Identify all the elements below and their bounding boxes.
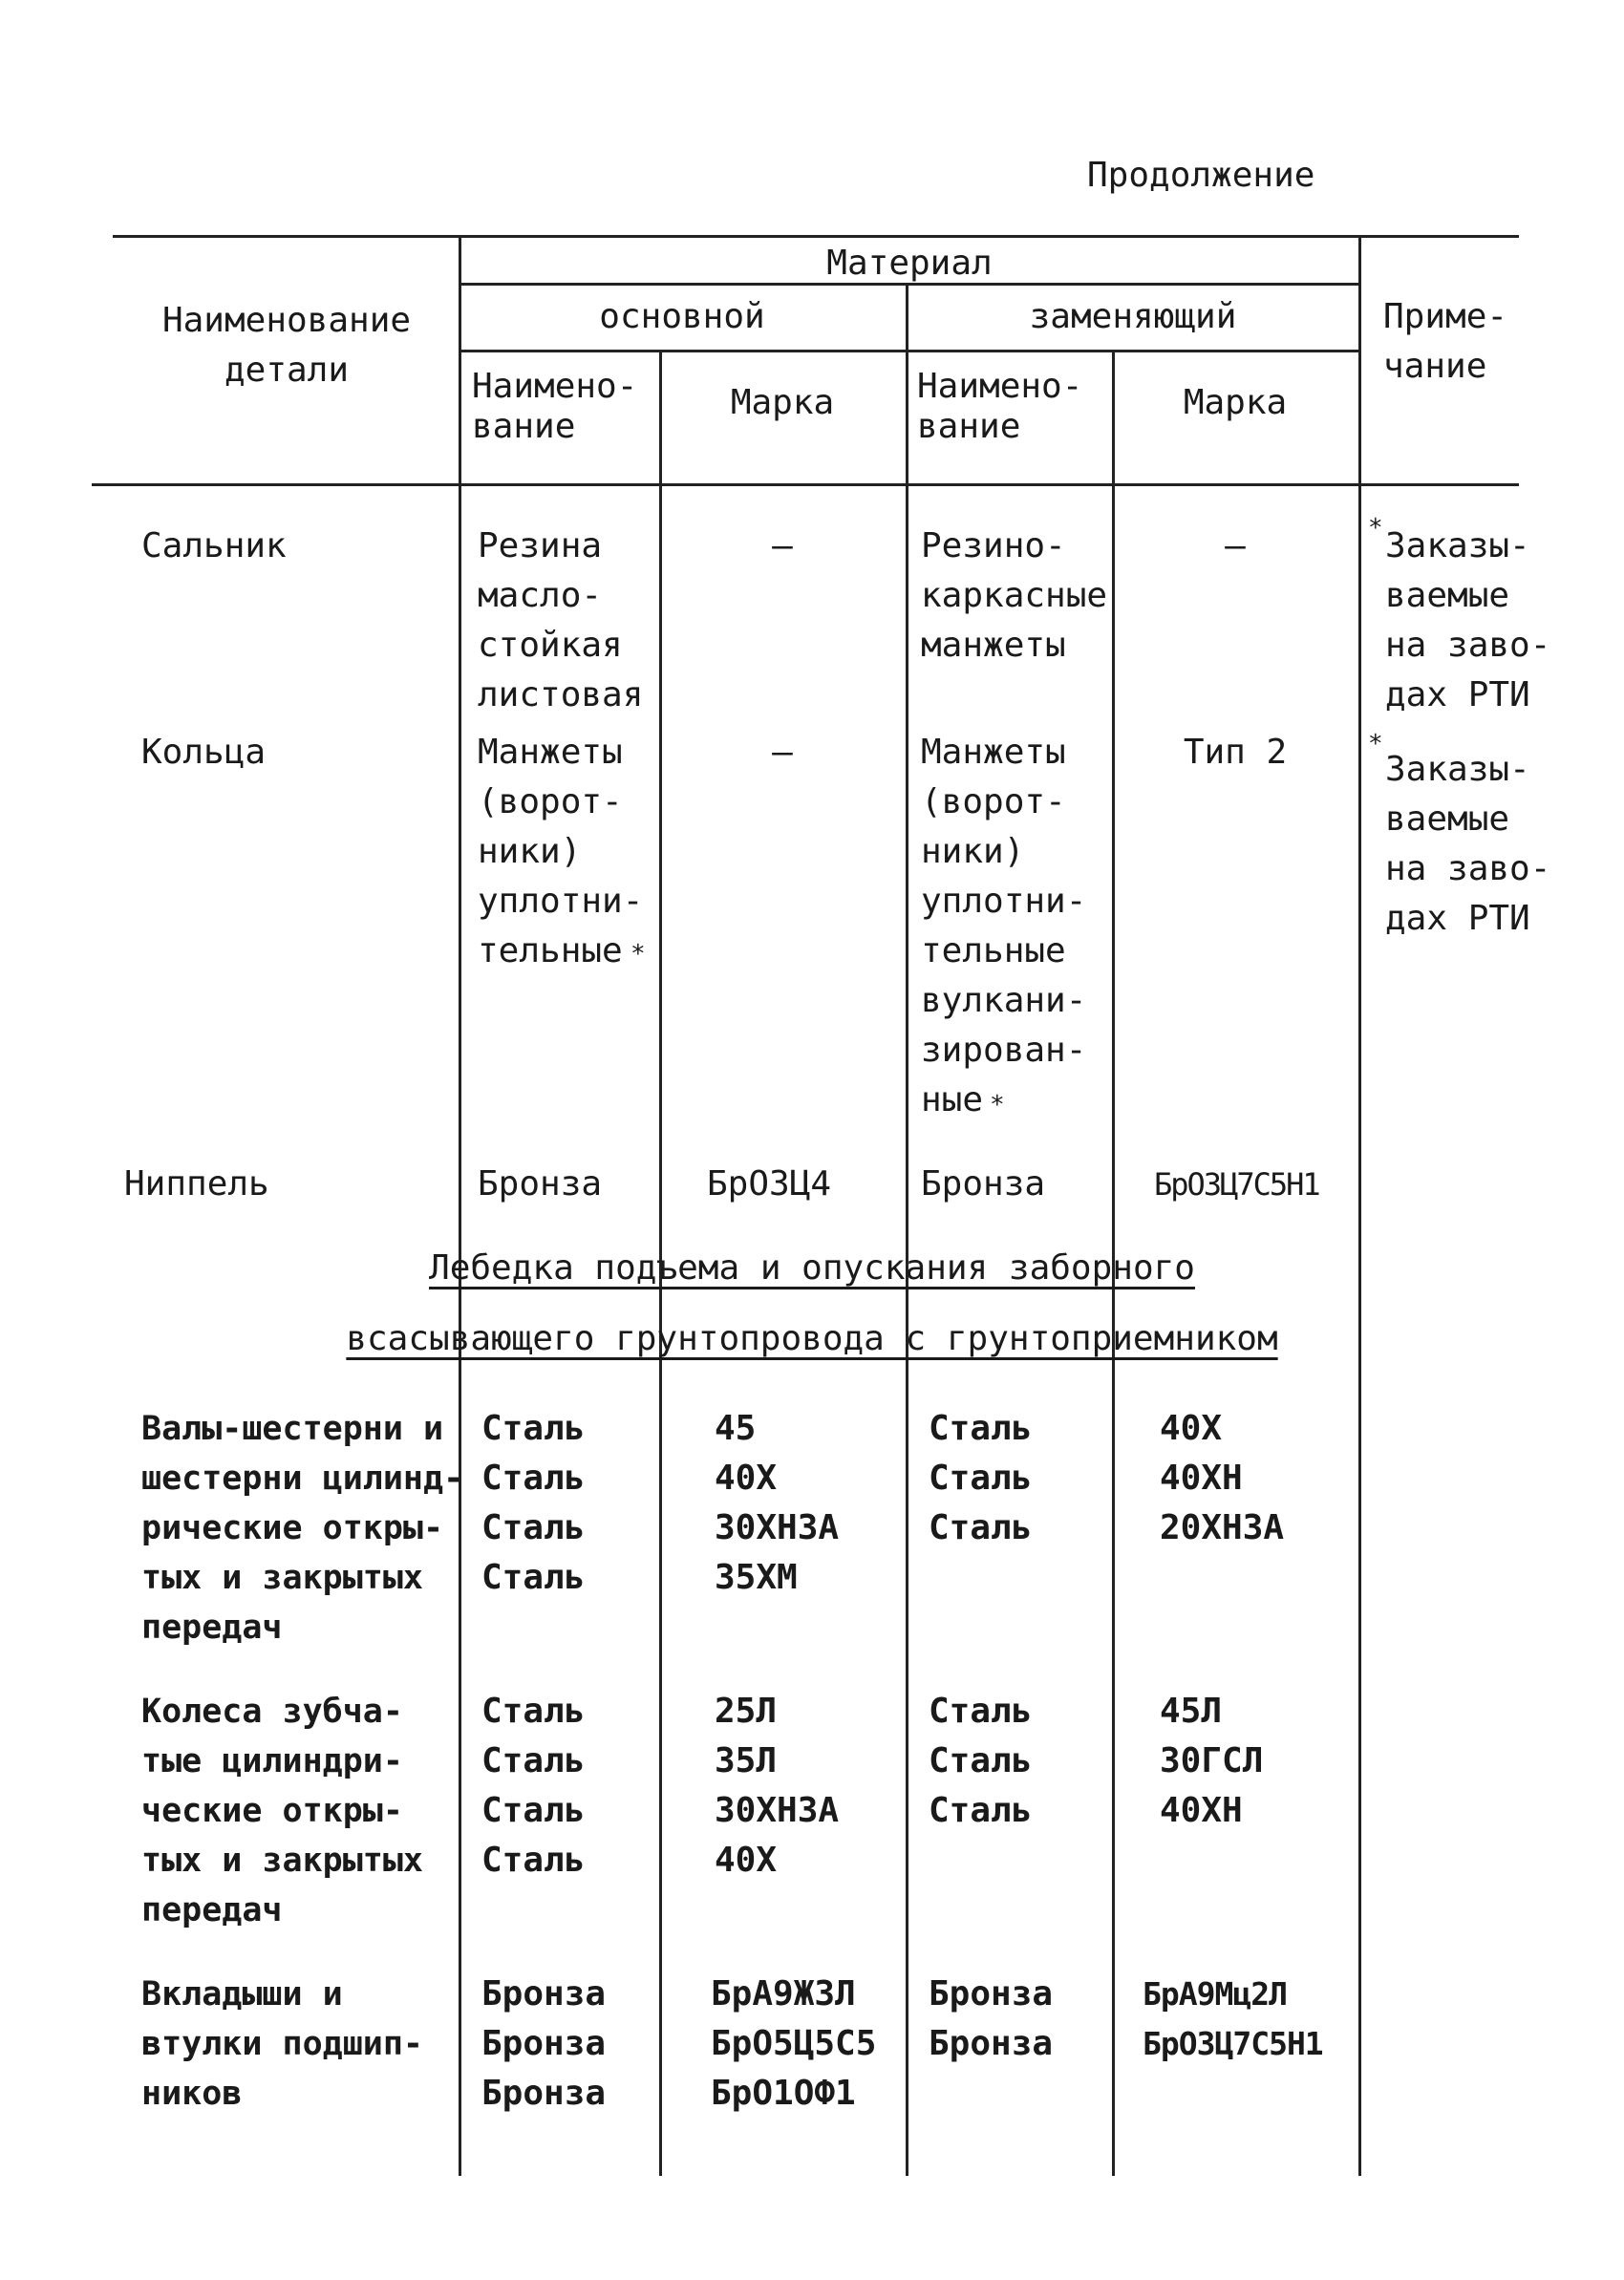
row-nippel-sub-material: Бронза <box>921 1164 1046 1204</box>
header-material: Материал <box>826 244 993 283</box>
header-part-name: Наименование детали <box>161 301 412 390</box>
header-substitute-material: заменяющий <box>1029 297 1237 336</box>
row-koltsa-material: Манжеты (ворот- ники) уплотни- тельные <box>478 733 644 970</box>
subheader-rule <box>459 350 1360 352</box>
row-salnik-grade: – <box>772 526 793 565</box>
section-title-line-2: всасывающего грунтопровода с грунтоприемником <box>346 1319 1278 1358</box>
row-kolesa-grade: 25Л 35Л 30ХНЗА 40Х <box>715 1692 840 1880</box>
row-salnik-part: Сальник <box>141 526 287 565</box>
row-valy-sub-grade: 40Х 40ХН 20ХНЗА <box>1160 1409 1285 1547</box>
row-koltsa-grade: – <box>772 733 793 772</box>
material-asterisk: * <box>630 940 646 969</box>
row-kolesa-sub-material: Сталь Сталь Сталь <box>929 1692 1033 1830</box>
column-divider-1 <box>459 235 461 2176</box>
column-divider-3 <box>906 283 908 2176</box>
row-koltsa-note: Заказы- ваемые на заво- дах РТИ <box>1385 750 1551 938</box>
row-koltsa-part: Кольца <box>141 733 267 772</box>
header-bottom-rule <box>92 483 1519 486</box>
row-salnik-note: Заказы- ваемые на заво- дах РТИ <box>1385 526 1551 714</box>
row-nippel-sub-grade: БрОЗЦ7С5Н1 <box>1154 1166 1319 1203</box>
row-koltsa-sub-material: Манжеты (ворот- ники) уплотни- тельные вулкани- зирован- ные <box>921 733 1087 1119</box>
row-valy-part: Валы-шестерни и шестерни цилинд- рические откры- тых и закрытых передач <box>141 1410 464 1647</box>
header-substitute-grade: Марка <box>1183 383 1288 422</box>
row-nippel-material: Бронза <box>478 1164 603 1204</box>
header-note: Приме- чание <box>1383 297 1508 386</box>
row-salnik-material: Резина масло- стойкая листовая <box>478 526 644 714</box>
header-main-material: основной <box>599 297 765 336</box>
header-main-name: Наимено- вание <box>472 367 638 446</box>
note-asterisk-1: * <box>1368 514 1383 543</box>
row-valy-material: Сталь Сталь Сталь Сталь <box>481 1409 586 1597</box>
row-kolesa-part: Колеса зубча- тые цилиндри- ческие откры- тых и закрытых передач <box>141 1693 424 1929</box>
row-kolesa-material: Сталь Сталь Сталь Сталь <box>481 1692 586 1880</box>
row-salnik-sub-grade: – <box>1225 526 1246 565</box>
row-vkladyshi-sub-grade: БрА9Мц2Л БрОЗЦ7С5Н1 <box>1143 1975 1323 2062</box>
row-vkladyshi-grade: БрА9ЖЗЛ БрО5Ц5С5 БрО1ОФ1 <box>711 1974 877 2113</box>
row-kolesa-sub-grade: 45Л 30ГСЛ 40ХН <box>1160 1692 1264 1830</box>
row-vkladyshi-material: Бронза Бронза Бронза <box>481 1974 607 2113</box>
row-valy-grade: 45 40Х 30ХНЗА 35ХМ <box>715 1409 840 1597</box>
section-title-line-1: Лебедка подъема и опускания заборного <box>429 1248 1195 1288</box>
row-nippel-part: Ниппель <box>124 1164 269 1204</box>
row-nippel-grade: БрОЗЦ4 <box>707 1164 832 1204</box>
row-valy-sub-material: Сталь Сталь Сталь <box>929 1409 1033 1547</box>
sub-material-asterisk: * <box>990 1091 1005 1119</box>
column-divider-5 <box>1358 235 1361 2176</box>
row-vkladyshi-part: Вкладыши и втулки подшип- ников <box>141 1975 424 2113</box>
table-top-rule <box>113 235 1519 238</box>
row-salnik-sub-material: Резино- каркасные манжеты <box>921 526 1108 665</box>
header-main-grade: Марка <box>730 383 835 422</box>
note-asterisk-2: * <box>1368 730 1383 758</box>
continuation-label: Продолжение <box>1087 156 1315 195</box>
header-substitute-name: Наимено- вание <box>917 367 1083 446</box>
row-vkladyshi-sub-material: Бронза Бронза <box>929 1974 1054 2063</box>
row-koltsa-sub-grade: Тип 2 <box>1183 733 1288 772</box>
